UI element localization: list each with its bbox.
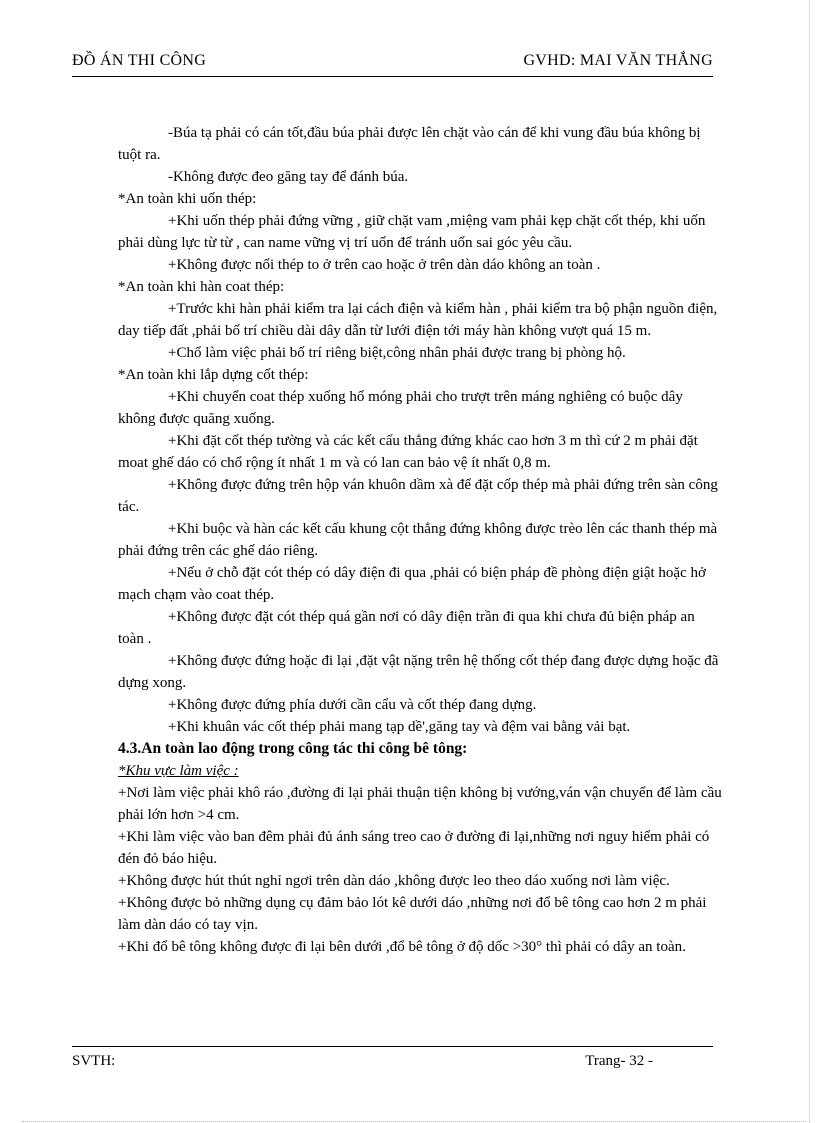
section-heading: 4.3.An toàn lao động trong công tác thi công bê tông: <box>118 740 468 757</box>
paragraph: +Chổ làm việc phải bố trí riêng biệt,công nhân phải được trang bị phòng hộ. <box>168 345 626 361</box>
section-label: *An toàn khi hàn coat thép: <box>118 279 285 295</box>
paragraph: +Khi làm việc vào ban đêm phải đủ ánh sáng treo cao ở đường đi lại,những nơi nguy hiểm phải có đén đỏ báo hiệu. <box>118 829 710 867</box>
header-rule <box>72 76 713 77</box>
page-number: Trang- 32 - <box>585 1053 653 1069</box>
paragraph: +Không được đứng phía dưới cần cẩu và cốt thép đang dựng. <box>168 697 537 713</box>
footer-student: SVTH: <box>72 1053 116 1069</box>
paragraph: -Búa tạ phải có cán tốt,đầu búa phải được lên chặt vào cán để khi vung đầu búa không bị tuột ra. <box>118 125 701 163</box>
footer-rule <box>72 1046 713 1047</box>
paragraph: +Không được đặt cót thép quá gần nơi có dây điện trần đi qua khi chưa đủ biện pháp an toàn . <box>118 609 695 647</box>
paragraph: +Khi buộc và hàn các kết cấu khung cột thẳng đứng không được trèo lên các thanh thép mà phải đứng trên các ghế dáo riêng. <box>118 521 718 559</box>
paragraph: -Không được đeo găng tay để đánh búa. <box>168 169 409 185</box>
paragraph: +Khi uốn thép phải đứng vững , giữ chặt vam ,miệng vam phải kẹp chặt cốt thép, khi uốn phải dùng lực từ từ , can name vững vị trí uốn để tránh uốn sai góc yêu cầu. <box>118 213 706 251</box>
section-label: *An toàn khi uốn thép: <box>118 191 257 207</box>
paragraph: +Không được hút thút nghỉ ngơi trên dàn dáo ,không được leo theo dáo xuống nơi làm việc. <box>118 873 670 889</box>
paragraph: +Không được đứng hoặc đi lại ,đặt vật nặng trên hệ thống cốt thép đang được dựng hoặc đã dựng xong. <box>118 653 719 691</box>
paragraph: +Trước khi hàn phải kiểm tra lại cách điện và kiểm hàn , phải kiểm tra bộ phận nguồn điện, day tiếp đất ,phải bố trí chiều dài dây dẫn từ lưới điện tới máy hàn không vượt quá 15 m. <box>118 301 718 339</box>
paragraph: +Không được đứng trên hộp ván khuôn dầm xà để đặt cốp thép mà phải đứng trên sàn công tác. <box>118 477 718 515</box>
page-border-right <box>809 0 810 1123</box>
page-border-bottom <box>22 1121 806 1122</box>
section-label: *An toàn khi lắp dựng cốt thép: <box>118 367 309 383</box>
subsection-heading: *Khu vực làm việc : <box>118 763 239 779</box>
paragraph: +Khi đổ bê tông không được đi lại bên dưới ,đổ bê tông ở độ dốc >30° thì phải có dây an toàn. <box>118 939 686 955</box>
paragraph: +Khi đặt cốt thép tường và các kết cấu thẳng đứng khác cao hơn 3 m thì cứ 2 m phải đặt moat ghế dáo có chổ rộng ít nhất 1 m và có lan can bảo vệ ít nhất 0,8 m. <box>118 433 698 471</box>
header-project-title: ĐỒ ÁN THI CÔNG <box>72 52 207 69</box>
paragraph: +Nơi làm việc phải khô ráo ,đường đi lại phải thuận tiện không bị vướng,ván vận chuyển để làm cầu phải lớn hơn >4 cm. <box>118 785 722 823</box>
paragraph: +Khi chuyển coat thép xuống hố móng phải cho trượt trên máng nghiêng có buộc dây không được quăng xuống. <box>118 389 683 427</box>
page-body <box>118 122 723 958</box>
header-instructor: GVHD: MAI VĂN THẮNG <box>523 52 713 69</box>
page-header <box>72 52 713 78</box>
paragraph: +Không được nối thép to ở trên cao hoặc ở trên dàn dáo không an toàn . <box>168 257 601 273</box>
paragraph: +Không được bỏ những dụng cụ đảm bảo lót kê dưới dáo ,những nơi đổ bê tông cao hơn 2 m phải làm dàn dáo có tay vịn. <box>118 895 707 933</box>
paragraph: +Nếu ở chỗ đặt cót thép có dây điện đi qua ,phải có biện pháp đề phòng điện giật hoặc hở mạch chạm vào coat thép. <box>118 565 706 603</box>
paragraph: +Khi khuân vác cốt thép phải mang tạp dề',găng tay và đệm vai bằng vải bạt. <box>168 719 631 735</box>
